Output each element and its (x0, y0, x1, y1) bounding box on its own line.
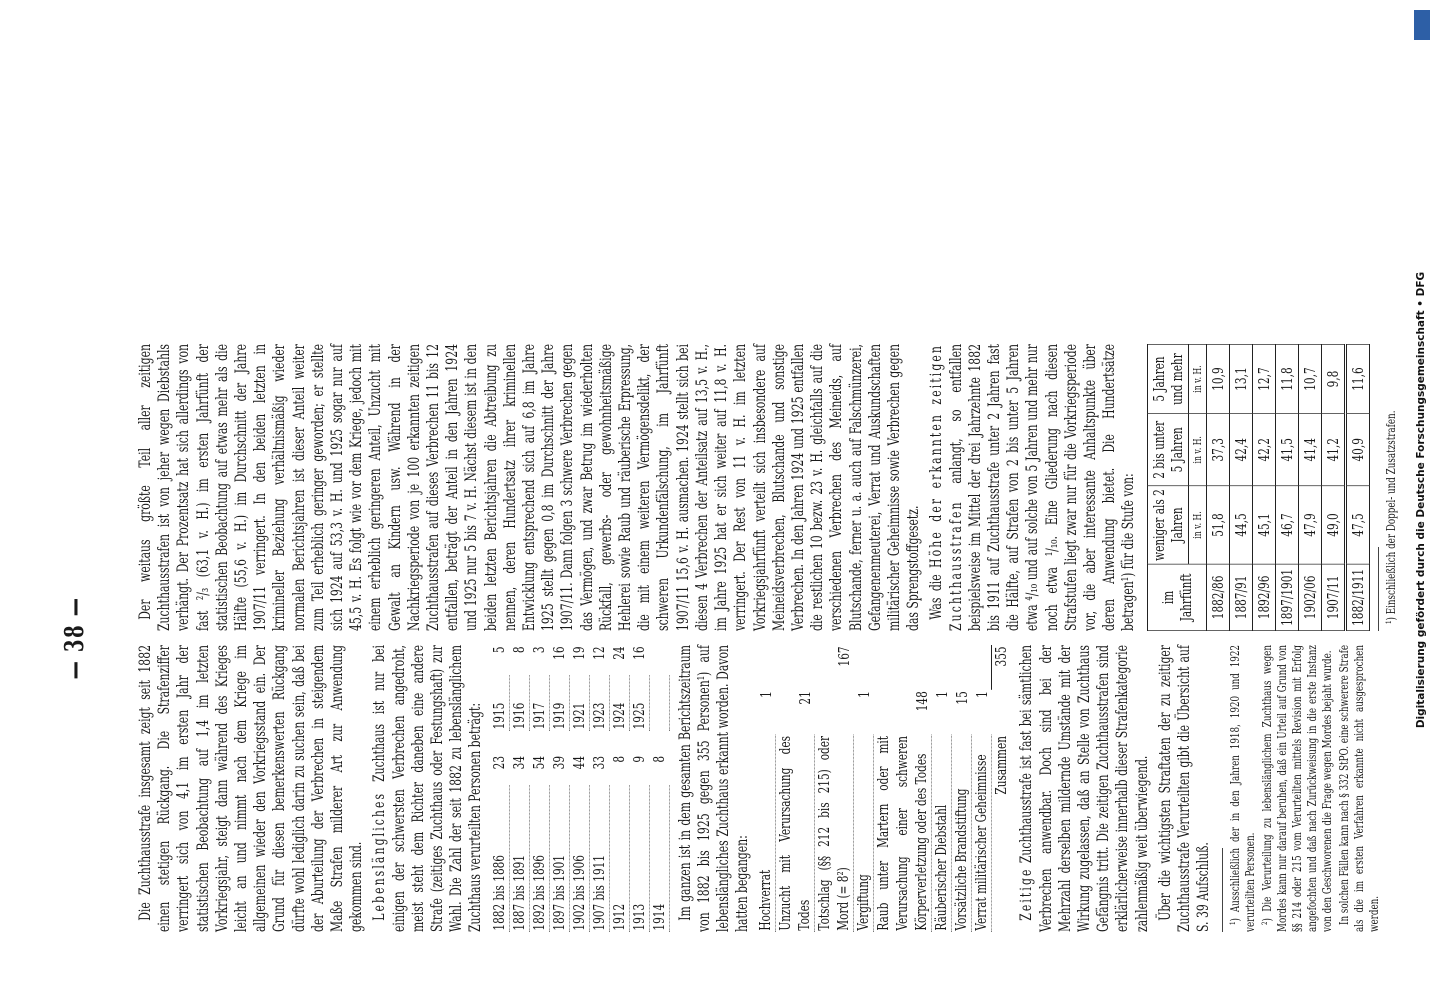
year-label: 1924 (609, 675, 629, 730)
offense-subtotal (932, 645, 952, 690)
year-label: 1917 (529, 675, 549, 730)
year-label: 1921 (569, 675, 589, 730)
left-column (136, 645, 1383, 932)
table-row (1298, 344, 1321, 630)
paragraph-zuchthaus-overview: Die Zuchthausstrafe insgesamt zeigt seit 1882 einen stetigen Rückgang. Die Strafenziffer verringert sich von 4,1 im ersten Jahr der statistischen Beobachtung auf 1,4 im letzten Vorkriegsjahr, steigt dann während des Krieges leicht an und nimmt nach dem Kriege im allgemeinen wieder den Vorkriegsstand ein. Der Grund für diesen bemerkenswerten Rückgang dürfte wohl lediglich darin zu suchen sein, daß bei der Aburteilung der Verbrechen in steigendem Maße Strafen milderer Art zur Anwendung gekommen sind. (136, 645, 366, 932)
offense-label: Hochverrat (756, 735, 776, 932)
year-count: 8 (509, 646, 528, 654)
table-cell: 1887/91 (1229, 564, 1252, 630)
unit-label: in v. H. (1188, 414, 1206, 486)
table-row (629, 645, 649, 932)
col-header-period: im Jahrfünft (1147, 564, 1206, 630)
paragraph-theft-share: Der weitaus größte Teil aller zeitigen Zuchthausstrafen ist von jeher wegen Diebstahls verhängt. Der Prozentsatz hat sich allerdings von fast ²/₃ (63,1 v. H.) im ersten Jahrfünft der statistischen Beobachtung auf etwas mehr als die Hälfte (55,6 v. H.) im Durchschnitt der Jahre 1907/11 verringert. In den beiden letzten in krimineller Beziehung verhältnismäßig wieder normalen Berichtsjahren ist dieser Anteil weiter zum Teil erheblich geringer geworden; er stellte sich 1924 auf 53,3 v. H. und 1925 sogar nur auf 45,5 v. H. Es folgt wie vor dem Kriege, jedoch mit einem erheblich geringeren Anteil, Unzucht mit Gewalt an Kindern usw. Während in der Nachkriegsperiode von je 100 erkannten zeitigen Zuchthausstrafen auf dieses Verbrechen 11 bis 12 entfallen, beträgt der Anteil in den Jahren 1924 und 1925 nur 5 bis 7 v. H. Nächst diesem ist in den beiden letzten Berichtsjahren die Abtreibung zu nennen, deren Hundertsatz ihrer kriminellen Entwicklung entsprechend sich auf 6,8 im Jahre 1925 stellt gegen 0,8 im Durchschnitt der Jahre 1907/11. Dann folgen 3 schwere Verbrechen gegen das Vermögen, und zwar Betrug im wiederholten Rückfall, gewerbs- oder gewohnheitsmäßige Hehlerei sowie Raub und räuberische Erpressung, die mit einem weiteren Vermögensdelikt, der schweren Urkundenfälschung, im Jahrfünft 1907/11 15,6 v. H. ausmachen. 1924 stellt sich bei diesen 4 Verbrechen der Anteilsatz auf 13,5 v. H., im Jahre 1925 hat er sich weiter auf 11,8 v. H. verringert. Der Rest von 11 v. H. im letzten Vorkriegsjahrfünft verteilt sich insbesondere auf Meineidsverbrechen, Blutschande und sonstige Verbrechen. In den Jahren 1924 und 1925 entfallen die restlichen 10 bezw. 23 v. H. gleichfalls auf die verschiedenen Verbrechen des Meineids, auf Blutschande, ferner u. a. auch auf Falschmünzerei, Gefangenenmeuterei, Verrat und Auskundschaften militärischer Geheimnisse sowie Verbrechen gegen das Sprengstoffgesetz. (136, 344, 923, 631)
table-row (549, 645, 569, 932)
table-row (569, 645, 589, 932)
table-row (509, 645, 529, 932)
year-label: 1914 (649, 785, 669, 932)
table-cell: 49,0 (1321, 486, 1345, 564)
sentence-length-text: anlangt, so entfallen beispielsweise im Mittel der drei Jahrzehnte 1882 bis 1911 auf Zuchthausstrafe unter 2 Jahren fast die Hälfte, auf Strafen von 2 bis unter 5 Jahren etwa ⁴/₁₀ und auf solche von 5 Jahren und mehr nur noch etwa ¹/₁₀. Eine Gliederung nach diesen Strafstufen liegt zwar nur für die Vorkriegsperiode vor, die aber interessante Anhaltspunkte über deren Anwendung bietet. Die Hundertsätze betragen¹) für die Stufe von: (946, 344, 1138, 631)
table-cell: 41,4 (1298, 414, 1321, 486)
paragraph-overview-reference: Über die wichtigsten Straftaten der zu zeitiger Zuchthausstrafe Verurteilten gibt die Übersicht auf S. 39 Aufschluß. (1155, 645, 1213, 932)
lifelong-intro-text: Zuchthaus ist nur bei einigen der schwersten Verbrechen angedroht, meist steht dem Richter daneben eine andere Strafe (zeitiges Zuchthaus oder Festungshaft) zur Wahl. Die Zahl der seit 1882 zu lebenslänglichem Zuchthaus verurteilten Personen beträgt: (370, 645, 485, 932)
paragraph-temporary-zuchthaus (1017, 645, 1151, 932)
table-cell: 9,8 (1321, 344, 1345, 413)
unit-label: in v. H. (1188, 486, 1206, 564)
offense-total-row (992, 645, 1012, 932)
lifelong-years-table (490, 645, 670, 932)
list-item (815, 645, 854, 932)
footnote-divider (1378, 547, 1379, 631)
list-item (874, 645, 932, 932)
table-cell: 12,7 (1252, 344, 1275, 413)
table-cell: 11,6 (1345, 344, 1369, 413)
offense-count: 1 (854, 691, 873, 698)
table-row (490, 645, 510, 932)
offense-label: Unzucht mit Verursachung des Todes (776, 736, 814, 931)
footnote-2: ²) Die Verurteilung zu lebenslänglichem Zuchthaus wegen Mordes kann nur darauf beruhen, daß ein Urteil auf Grund von §§ 214 oder 215 vom Verurteilten mittels Revision mit Erfolg angefochten und daß nach Zurückweisung in die erste Instanz von den Geschworenen die Frage wegen Mordes bejaht wurde. (1258, 645, 1334, 932)
year-label: 1892 bis 1896 (529, 785, 549, 932)
offense-subtotal: 167 (834, 646, 853, 667)
dfg-logo (1414, 10, 1430, 40)
spaced-term-height: Höhe der erkannten zeitigen Zuchthausstrafen (927, 344, 965, 631)
year-count (649, 645, 669, 675)
table-cell: 42,2 (1252, 414, 1275, 486)
offense-label: Raub unter Martern oder mit Verursachung einer schweren Körperverletzung oder des Todes (874, 736, 931, 931)
paragraph-total-lifelong: Im ganzen ist in dem gesamten Berichtszeitraum von 1882 bis 1925 gegen 355 Personen¹) auf lebenslängliches Zuchthaus erkannt worden. Davon hatten begangen: (675, 645, 752, 932)
table-cell: 1907/11 (1321, 564, 1345, 630)
offense-count: 1 (756, 691, 775, 698)
year-label: 1925 (629, 675, 649, 730)
table-cell: 40,9 (1345, 414, 1369, 486)
offense-subtotal (972, 645, 992, 690)
col-header-2-to-5: 2 bis unter 5 Jahren (1147, 414, 1188, 486)
offense-subtotal (854, 645, 874, 690)
offense-label: Vergiftung (854, 735, 874, 932)
list-item (854, 645, 874, 932)
footnote-1: ¹) Ausschließlich der in den Jahren 1918, 1920 und 1922 verurteilten Personen. (1226, 645, 1257, 932)
year-count: 33 (589, 755, 608, 770)
table-cell: 1882/86 (1206, 564, 1229, 630)
year-label: 1907 bis 1911 (589, 785, 609, 932)
table-cell: 11,8 (1275, 344, 1298, 413)
table-cell: 47,9 (1298, 486, 1321, 564)
table-cell: 45,1 (1252, 486, 1275, 564)
offense-subtotal (952, 645, 972, 690)
table-row (649, 645, 669, 932)
year-count: 23 (489, 755, 508, 770)
table-cell: 10,9 (1206, 344, 1229, 413)
year-label: 1919 (549, 675, 569, 730)
table-cell: 37,3 (1206, 414, 1229, 486)
footnote-divider (1222, 848, 1223, 932)
year-label: 1916 (509, 675, 529, 730)
offense-subtotal (756, 645, 776, 690)
table-row (1229, 344, 1252, 630)
offense-subtotal (776, 645, 815, 690)
year-count: 16 (549, 646, 568, 660)
offense-label: Verrat militärischer Geheimnisse (972, 735, 992, 932)
year-label: 1912 (609, 785, 629, 932)
table-row (529, 645, 549, 932)
list-item (756, 645, 776, 932)
year-label: 1913 (629, 785, 649, 932)
total-value: 355 (992, 645, 1012, 690)
table-cell: 1892/96 (1252, 564, 1275, 630)
table-row (1275, 344, 1298, 630)
year-label (649, 675, 669, 730)
table-cell: 51,8 (1206, 486, 1229, 564)
right-column (136, 344, 1400, 631)
table-row (1321, 344, 1345, 630)
offense-count: 148 (912, 691, 931, 712)
year-count: 24 (609, 646, 628, 660)
table-cell: 46,7 (1275, 486, 1298, 564)
table-cell: 1902/06 (1298, 564, 1321, 630)
year-count: 16 (629, 646, 648, 660)
offense-count: 1 (932, 691, 951, 698)
list-item (776, 645, 815, 932)
sentence-length-lead: Was die (927, 567, 946, 620)
table-cell: 44,5 (1229, 486, 1252, 564)
table-row (609, 645, 629, 932)
total-label: Zusammen (992, 736, 1011, 795)
year-count: 44 (569, 755, 588, 770)
page-number: — 38 — (60, 596, 90, 680)
table-row (1252, 344, 1275, 630)
spaced-term-lifelong: Lebenslängliches (370, 791, 389, 921)
sentence-length-table (1147, 344, 1370, 631)
year-count: 12 (589, 646, 608, 660)
year-count: 8 (649, 755, 668, 763)
spaced-term-temporary: Zeitige (1017, 867, 1036, 921)
year-count: 5 (489, 646, 508, 654)
footnote-3: In solchen Fällen kann nach § 332 StPO. eine schwerere Strafe als die im ersten Verfahren erkannte nicht ausgesprochen werden. (1335, 645, 1381, 932)
table-total-row (1345, 344, 1369, 630)
offense-subtotal (874, 645, 932, 690)
unit-label: in v. H. (1188, 344, 1206, 413)
year-label: 1923 (589, 675, 609, 730)
list-item (932, 645, 952, 932)
year-count: 19 (569, 646, 588, 660)
table-row (1206, 344, 1229, 630)
year-count: 3 (529, 646, 548, 654)
rotated-book-page (40, 316, 1420, 960)
table-cell: 41,2 (1321, 414, 1345, 486)
table-cell: 1897/1901 (1275, 564, 1298, 630)
paragraph-lifelong-intro (370, 645, 485, 932)
year-count: 39 (549, 755, 568, 770)
offense-label: Räuberischer Diebstahl (932, 735, 952, 932)
table-cell: 10,7 (1298, 344, 1321, 413)
year-label: 1897 bis 1901 (549, 785, 569, 932)
table-cell: 13,1 (1229, 344, 1252, 413)
year-label: 1887 bis 1891 (509, 785, 529, 932)
dfg-funding-note: Digitalisierung gefördert durch die Deutsche Forschungsgemeinschaft • DFG (1415, 271, 1427, 729)
year-label: 1915 (490, 675, 510, 730)
list-item (972, 645, 992, 932)
year-label: 1902 bis 1906 (569, 785, 589, 932)
table-cell: 41,5 (1275, 414, 1298, 486)
offense-label: Vorsätzliche Brandstiftung (952, 735, 972, 932)
temporary-text: Zuchthausstrafe ist fast bei sämtlichen Verbrechen anwendbar. Doch sind bei der Mehrzahl derselben mildernde Umstände mit der Wirkung zugelassen, daß an Stelle von Zuchthaus Gefängnis tritt. Die zeitigen Zuchthausstrafen sind erklärlicherweise innerhalb dieser Strafenkategorie zahlenmäßig weit überwiegend. (1017, 645, 1151, 932)
year-count: 9 (629, 755, 648, 763)
table-cell: 1882/1911 (1345, 564, 1369, 630)
offense-count: 15 (952, 691, 971, 705)
offense-list (756, 645, 1011, 932)
table-cell: 42,4 (1229, 414, 1252, 486)
year-label: 1882 bis 1886 (490, 785, 510, 932)
offense-count: 1 (972, 691, 991, 698)
offense-label: Totschlag (§§ 212 bis 215) oder Mord (= 8²) (815, 736, 853, 931)
offense-count: 21 (795, 691, 814, 705)
col-header-under-2: weniger als 2 Jahren (1147, 486, 1188, 564)
paragraph-sentence-length (927, 344, 1138, 631)
table-row (589, 645, 609, 932)
year-count: 34 (509, 755, 528, 770)
col-header-5-plus: 5 Jahren und mehr (1147, 344, 1188, 413)
year-count: 54 (529, 755, 548, 770)
list-item (952, 645, 972, 932)
footnote-right-1: ¹) Einschließlich der Doppel- und Zusatzstrafen. (1382, 410, 1398, 624)
year-count: 8 (609, 755, 628, 763)
table-cell: 47,5 (1345, 486, 1369, 564)
offense-count (815, 690, 854, 735)
